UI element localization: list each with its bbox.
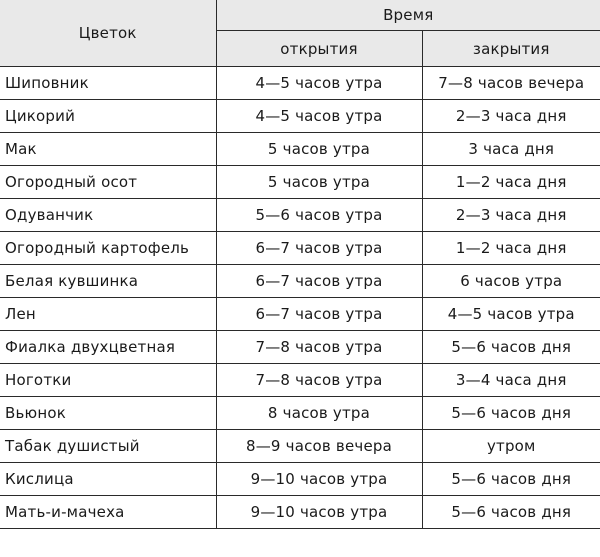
opening-time-cell: 8—9 часов вечера (216, 430, 422, 463)
table-row (0, 199, 600, 232)
opening-time-cell: 5 часов утра (216, 166, 422, 199)
table-row (0, 397, 600, 430)
column-header-opening: открытия (216, 31, 422, 67)
column-header-closing: закрытия (422, 31, 600, 67)
opening-time-cell: 5 часов утра (216, 133, 422, 166)
table-row (0, 232, 600, 265)
table-row (0, 67, 600, 100)
flower-name-cell: Шиповник (0, 67, 216, 100)
flower-name-cell: Белая кувшинка (0, 265, 216, 298)
flower-name-cell: Цикорий (0, 100, 216, 133)
flower-name-cell: Огородный осот (0, 166, 216, 199)
table-row (0, 265, 600, 298)
table-row (0, 496, 600, 529)
flower-name-cell: Фиалка двухцветная (0, 331, 216, 364)
closing-time-cell: утром (422, 430, 600, 463)
closing-time-cell: 5—6 часов дня (422, 463, 600, 496)
closing-time-cell: 5—6 часов дня (422, 397, 600, 430)
flower-name-cell: Вьюнок (0, 397, 216, 430)
table-body (0, 67, 600, 529)
flower-name-cell: Огородный картофель (0, 232, 216, 265)
flower-name-cell: Ноготки (0, 364, 216, 397)
flower-name-cell: Мак (0, 133, 216, 166)
closing-time-cell: 1—2 часа дня (422, 232, 600, 265)
closing-time-cell: 2—3 часа дня (422, 100, 600, 133)
flower-name-cell: Лен (0, 298, 216, 331)
table-row (0, 364, 600, 397)
opening-time-cell: 7—8 часов утра (216, 331, 422, 364)
flower-name-cell: Кислица (0, 463, 216, 496)
table-header (0, 0, 600, 67)
header-row-top (0, 0, 600, 31)
table-row (0, 430, 600, 463)
table-row (0, 331, 600, 364)
opening-time-cell: 5—6 часов утра (216, 199, 422, 232)
opening-time-cell: 6—7 часов утра (216, 232, 422, 265)
table-row (0, 166, 600, 199)
flower-name-cell: Одуванчик (0, 199, 216, 232)
closing-time-cell: 5—6 часов дня (422, 331, 600, 364)
closing-time-cell: 5—6 часов дня (422, 496, 600, 529)
opening-time-cell: 7—8 часов утра (216, 364, 422, 397)
closing-time-cell: 7—8 часов вечера (422, 67, 600, 100)
table-row (0, 133, 600, 166)
table-row (0, 100, 600, 133)
opening-time-cell: 4—5 часов утра (216, 100, 422, 133)
table-row (0, 298, 600, 331)
table-row (0, 463, 600, 496)
column-header-time: Время (216, 0, 600, 31)
flower-name-cell: Табак душистый (0, 430, 216, 463)
closing-time-cell: 6 часов утра (422, 265, 600, 298)
flower-name-cell: Мать-и-мачеха (0, 496, 216, 529)
opening-time-cell: 8 часов утра (216, 397, 422, 430)
opening-time-cell: 6—7 часов утра (216, 298, 422, 331)
opening-time-cell: 9—10 часов утра (216, 463, 422, 496)
closing-time-cell: 3—4 часа дня (422, 364, 600, 397)
opening-time-cell: 4—5 часов утра (216, 67, 422, 100)
closing-time-cell: 2—3 часа дня (422, 199, 600, 232)
opening-time-cell: 6—7 часов утра (216, 265, 422, 298)
opening-time-cell: 9—10 часов утра (216, 496, 422, 529)
closing-time-cell: 1—2 часа дня (422, 166, 600, 199)
closing-time-cell: 4—5 часов утра (422, 298, 600, 331)
column-header-flower: Цветок (0, 0, 216, 67)
closing-time-cell: 3 часа дня (422, 133, 600, 166)
